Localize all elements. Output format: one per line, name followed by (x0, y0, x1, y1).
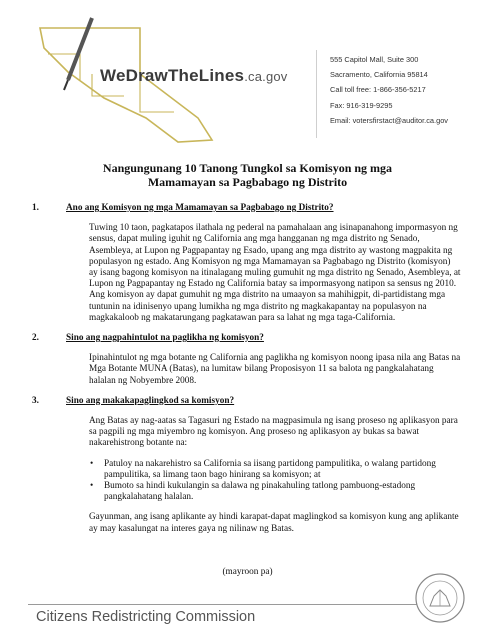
continued-note: (mayroon pa) (222, 567, 273, 577)
footer-divider (28, 604, 444, 605)
answer-3: Ang Batas ay nag-aatas sa Tagasuri ng Estado na magpasimula ng isang proseso ng aplikasyon para sa pagpili ng mga miyembro ng komisyon. Ang proseso ng aplikasyon ay bukas sa bawat nakarehistrong botante na: (89, 416, 458, 449)
contact-email: Email: votersfirstact@auditor.ca.gov (330, 115, 448, 125)
contact-address: 555 Capitol Mall, Suite 300 (330, 55, 419, 64)
question-text: Sino ang makakapaglingkod sa komisyon? (66, 395, 235, 406)
faq-content (32, 203, 461, 544)
logo-domain-text: .ca.gov (244, 69, 288, 84)
list-item: • Bumoto sa hindi kukulangin sa dalawa ng pinakahuling tatlong pambuong-estadong pangkalahatang halalan. (89, 481, 461, 503)
logo-main-text: WeDrawTheLines (100, 66, 245, 85)
title-line-1: Nangungunang 10 Tanong Tungkol sa Komisyon ng mga (102, 161, 393, 175)
logo-wordmark (100, 66, 288, 86)
header-divider (316, 50, 317, 138)
list-item: • Patuloy na nakarehistro sa California sa iisang partidong pampulitika, o walang partidong pampulitika, sa limang taon bago hinirang sa komisyon; at (89, 459, 461, 481)
question-number: 3. (32, 395, 39, 406)
title-line-2: Mamamayan sa Pagbabago ng Distrito (147, 175, 348, 189)
contact-city: Sacramento, California 95814 (330, 70, 428, 80)
question-2 (32, 333, 461, 344)
question-1 (32, 203, 461, 214)
question-text: Sino ang nagpahintulot na paglikha ng komisyon? (66, 333, 264, 344)
contact-phone: Call toll free: 1-866-356-5217 (330, 85, 426, 95)
document-title (0, 161, 495, 189)
logo (28, 14, 288, 144)
footer-title: Citizens Redistricting Commission (36, 609, 256, 625)
contact-block (330, 52, 448, 128)
eligibility-list (89, 459, 461, 504)
question-number: 1. (32, 203, 39, 213)
question-text: Ano ang Komisyon ng mga Mamamayan sa Pagbabago ng Distrito? (66, 203, 334, 213)
answer-1: Tuwing 10 taon, pagkatapos ilathala ng pederal na pamahalaan ang isinapanahong impormasyon ng sensus, dapat muling iguhit ng California ang mga hangganan ng mga distrito ng Senado, Asembleya, at Lupon ng Pagpapantay ng Esado, upang ang mga distrito ay wastong magpakita ng populasyon ng estado. Ang Komisyon ng mga Mamamayan sa Pagbabago ng Distrito (komisyon) ay isang bagong komisyon na itinalagang muling gumuhit ng mga distrito ng Senado, Asembleya, at Lupon ng Pagpapantay ng Estado ng California batay sa impormasyong natipon sa sensus ng 2010. Ang komisyon ay dapat gumuhit ng mga distrito na umaayon sa mahihigpit, di-partidistang mga tuntunin na idinisenyo upang lumikha ng mga distrito ng magkakapantay na populasyon na magkakaloob ng makatarungang pagkatawan para sa lahat ng mga taga-California. (89, 223, 461, 323)
question-3 (32, 396, 461, 407)
state-seal-icon (414, 572, 466, 624)
question-number: 2. (32, 333, 39, 344)
contact-fax: Fax: 916-319-9295 (330, 100, 393, 110)
answer-3-conclusion: Gayunman, ang isang aplikante ay hindi karapat-dapat maglingkod sa komisyon kung ang aplikante ay may kasalungat na interes gaya ng nilinaw ng Batas. (89, 512, 459, 534)
answer-2: Ipinahintulot ng mga botante ng California ang paglikha ng komisyon noong ipasa nila ang Batas na Mga Botante MUNA (Batas), na lumitaw bilang Proposisyon 11 sa balota ng pangkalahatang halalan ng Nobyembre 2008. (89, 353, 461, 386)
